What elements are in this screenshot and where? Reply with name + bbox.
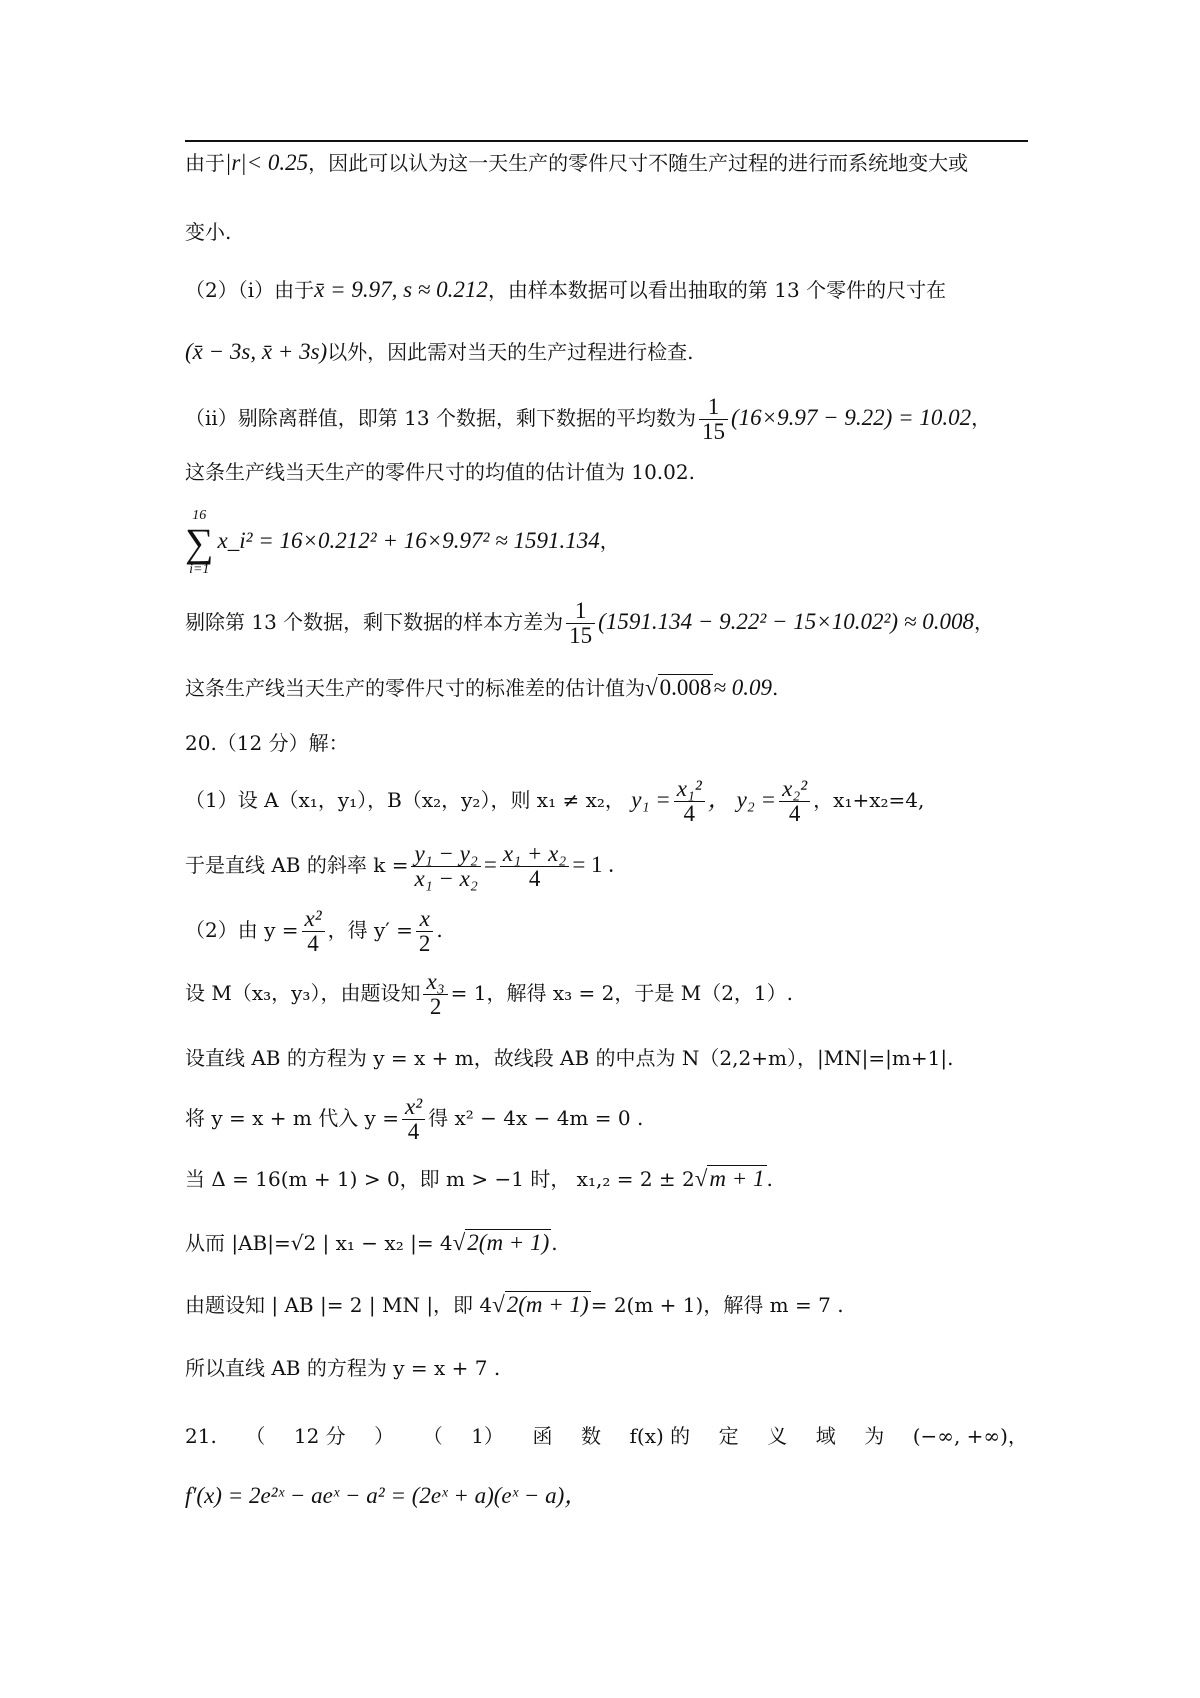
text-line-19: 由题设知 | AB |= 2 | MN |，即 4√2(m + 1) = 2(m + 1)，解得 m = 7 . [185,1292,844,1317]
heading-21-part: （ [245,1424,266,1448]
text-line-6: 这条生产线当天生产的零件尺寸的均值的估计值为 10.02. [185,460,695,484]
heading-21-part: 1） [471,1424,504,1448]
text-line-14: 设 M（x₃，y₃），由题设知 $\frac{\text{x₃}}{2}$ = 1，解得 x₃ = 2，于是 M（2，1）. [185,969,794,1019]
heading-21-part: 义 [767,1424,788,1448]
text-line-20: 所以直线 AB 的方程为 y = x + 7 . [185,1356,501,1380]
fraction: $\frac{\text{x₂²}}{4}$ [779,777,810,826]
fraction: $\frac{1}{15}$ [699,395,728,444]
heading-21-part: 21. [185,1424,217,1448]
heading-21-part: 定 [718,1424,739,1448]
fraction: $\frac{\text{x²}}{4}$ [302,907,325,956]
heading-21-part: ） [374,1424,395,1448]
section-heading-21 [185,1421,1028,1451]
fraction: $\frac{x}{2}$ [416,907,434,956]
text-line-15: 设直线 AB 的方程为 y = x + m，故线段 AB 的中点为 N（2,2+m），|MN|=|m+1|. [185,1046,954,1070]
heading-21-part: 函 [532,1424,553,1448]
heading-21-part: 12 分 [293,1424,346,1448]
text-line-16: 将 y = x + m 代入 y = $\frac{\text{x²}}{4}$ 得 x² − 4x − 4m = 0 . [185,1094,644,1144]
text-line-11: （1）设 A（x₁，y₁），B（x₂，y₂），则 x₁ ≠ x₂， y₁ = $\frac{\text{x₁²}}{4}$ ， y₂ = $\frac{\text{x₂²}}{4}$ ，x₁+x₂=4, [185,776,925,826]
text-line-22: f′(x) = 2e²ˣ − aeˣ − a² = (2eˣ + a)(eˣ − a)， [185,1483,588,1508]
fraction: $\frac{\text{x₁²}}{4}$ [674,777,705,826]
text-line-7: 16 ∑ i=1 x_i² = 16×0.212² + 16×9.97² ≈ 1591.134， [185,507,620,577]
text-line-12: 于是直线 AB 的斜率 k = $\frac{\text{y₁ − y₂}}{\text{x₁ − x₂}}$ = $\frac{\text{x₁ + x₂}}{4}$ = 1 . [185,841,615,891]
summation: 16 ∑ i=1 [185,507,214,577]
header-rule [185,140,1028,142]
heading-21-part: 数 [580,1424,601,1448]
section-heading-20: 20.（12 分）解： [185,731,349,755]
text-line-4: (x̄ − 3s, x̄ + 3s)以外，因此需对当天的生产过程进行检查. [185,339,694,364]
fraction: $\frac{\text{x²}}{4}$ [402,1095,425,1144]
fraction: $\frac{1}{15}$ [566,599,595,648]
heading-21-part: 为 [864,1424,885,1448]
heading-21-part: (−∞, +∞)， [912,1424,1028,1448]
text-line-17: 当 Δ = 16(m + 1) > 0，即 m > −1 时， x₁,₂ = 2 ± 2√m + 1 . [185,1166,773,1191]
text-line-2: 变小. [185,220,232,244]
text-line-13: （2）由 y = $\frac{\text{x²}}{4}$ ，得 y′ = $\frac{x}{2}$ . [185,906,443,956]
heading-21-part: f(x) 的 [629,1424,691,1448]
text-line-8: 剔除第 13 个数据，剩下数据的样本方差为 $\frac{1}{15}$ (1591.134 − 9.22² − 15×10.02²) ≈ 0.008， [185,598,994,648]
text-line-18: 从而 |AB|=√2 | x₁ − x₂ |= 4√2(m + 1) . [185,1230,558,1255]
text-line-5: （ii）剔除离群值，即第 13 个数据，剩下数据的平均数为 $\frac{1}{15}$ (16×9.97 − 9.22) = 10.02， [185,394,992,444]
fraction: $\frac{\text{y₁ − y₂}}{\text{x₁ − x₂}}$ [411,842,480,891]
heading-21-part: 域 [815,1424,836,1448]
fraction: $\frac{\text{x₁ + x₂}}{4}$ [500,842,569,891]
heading-21-part: （ [422,1424,443,1448]
fraction: $\frac{\text{x₃}}{2}$ [423,970,447,1019]
text-line-3: （2）（i）由于x̄ = 9.97, s ≈ 0.212，由样本数据可以看出抽取的第 13 个零件的尺寸在 [185,277,947,302]
text-line-1: 由于|r|< 0.25，因此可以认为这一天生产的零件尺寸不随生产过程的进行而系统地变大或 [185,150,969,175]
text-line-9: 这条生产线当天生产的零件尺寸的标准差的估计值为√0.008≈ 0.09. [185,675,779,700]
